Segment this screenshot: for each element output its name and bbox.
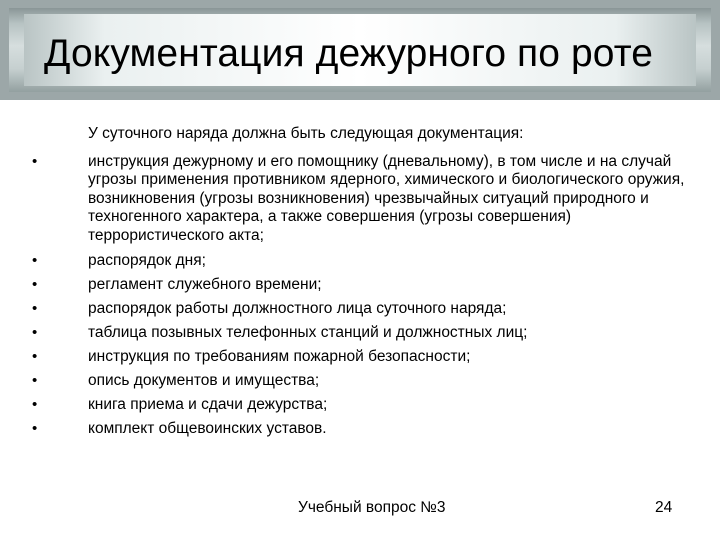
bullet-icon: • [32, 153, 38, 170]
list-item-text: инструкция дежурному и его помощнику (дневальному), в том числе и на случай угрозы применения противником ядерного, химического и биологического оружия, возникновения (угрозы возникновения) чрезвычайных ситуаций природного и техногенного характера, а также совершения (угрозы совершения) террористического акта; [88, 153, 685, 244]
list-item-text: инструкция по требованиям пожарной безопасности; [88, 348, 471, 366]
bullet-icon: • [32, 372, 38, 390]
bullet-icon: • [32, 276, 38, 294]
list-item [0, 300, 688, 318]
page-number: 24 [655, 499, 673, 516]
list-item [0, 372, 688, 390]
slide-title: Документация дежурного по роте [44, 32, 654, 75]
list-item [0, 276, 688, 294]
list-item [0, 396, 688, 414]
list-item-text: таблица позывных телефонных станций и должностных лиц; [88, 324, 528, 342]
list-item-text: опись документов и имущества; [88, 372, 320, 390]
list-item-text: книга приема и сдачи дежурства; [88, 396, 328, 414]
list-item [0, 153, 688, 245]
list-item-text: распорядок дня; [88, 252, 206, 270]
list-item [0, 324, 688, 342]
bullet-icon: • [32, 396, 38, 414]
list-item-text: распорядок работы должностного лица суточного наряда; [88, 300, 507, 318]
documentation-list [0, 153, 720, 444]
bullet-icon: • [32, 420, 38, 438]
intro-text: У суточного наряда должна быть следующая документация: [88, 125, 524, 142]
list-item-text: регламент служебного времени; [88, 276, 322, 294]
list-item [0, 348, 688, 366]
bullet-icon: • [32, 252, 38, 270]
list-item [0, 420, 688, 438]
title-bar [0, 0, 720, 100]
list-item-text: комплект общевоинских уставов. [88, 420, 327, 438]
bullet-icon: • [32, 348, 38, 366]
bullet-icon: • [32, 324, 38, 342]
footer-caption: Учебный вопрос №3 [298, 499, 446, 516]
list-item [0, 252, 688, 270]
bullet-icon: • [32, 300, 38, 318]
